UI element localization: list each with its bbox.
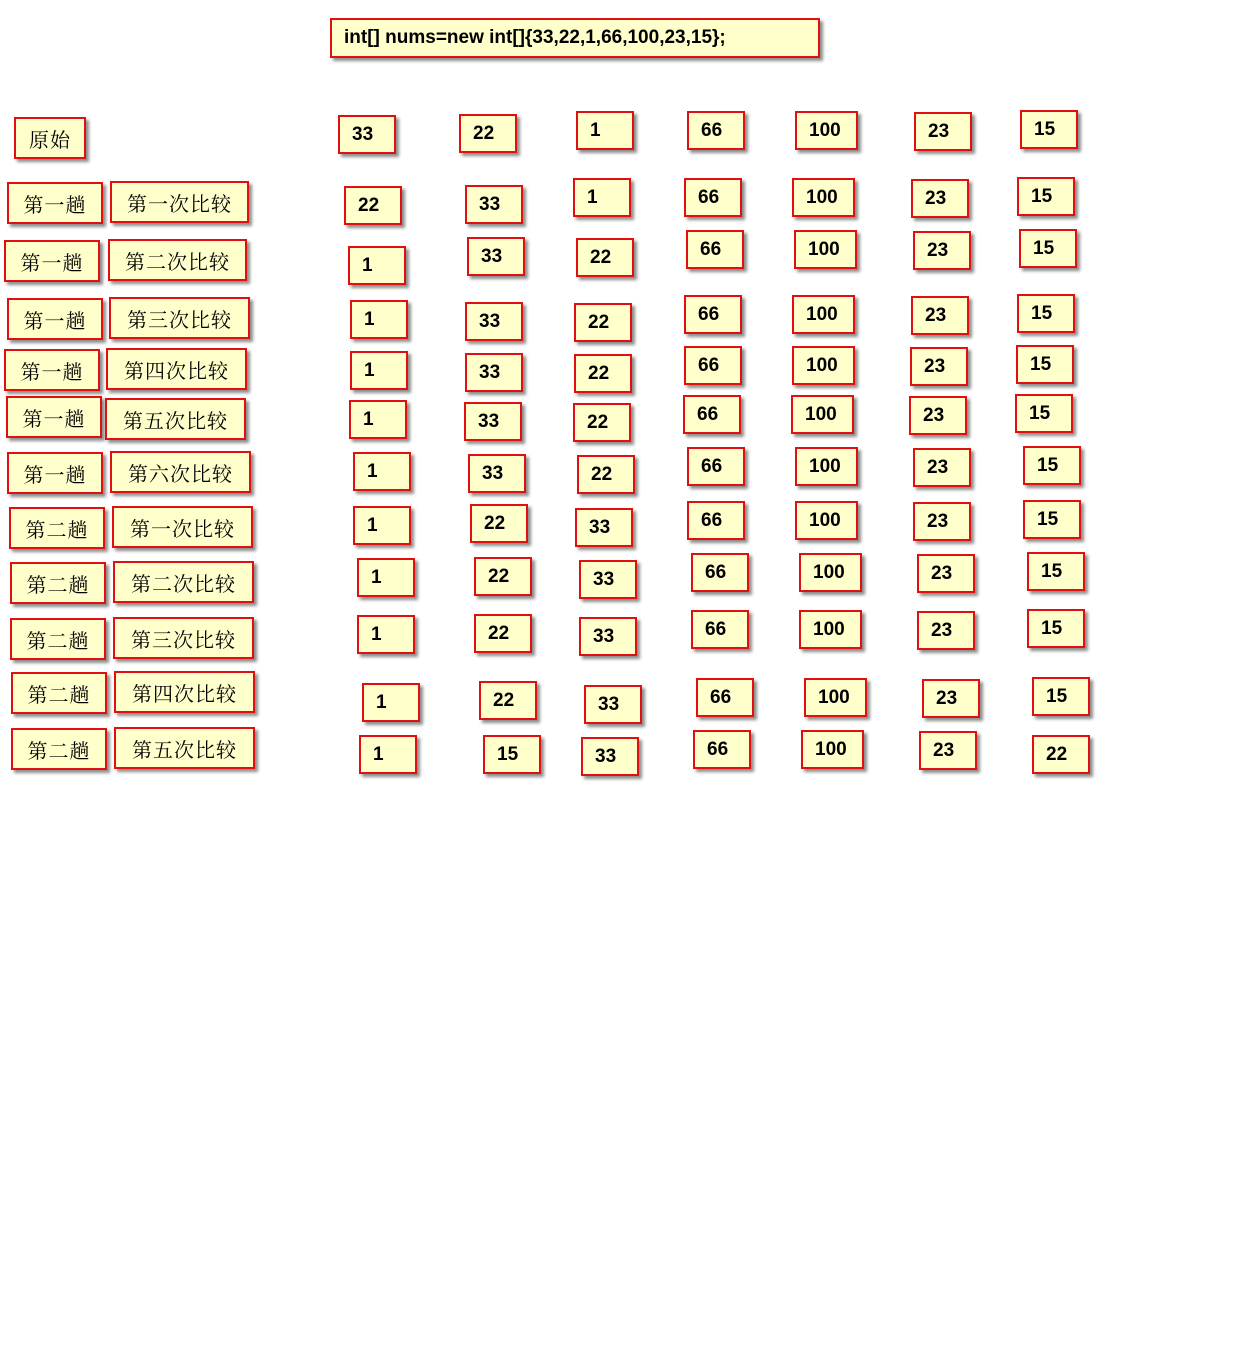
- original-value-2: 1: [576, 111, 634, 150]
- array-value-cell: 23: [913, 502, 971, 541]
- array-value-cell: 15: [1032, 677, 1090, 716]
- array-value-cell: 33: [465, 185, 523, 224]
- array-value-cell: 22: [577, 455, 635, 494]
- array-value-cell: 1: [348, 246, 406, 285]
- array-value-cell: 100: [795, 501, 858, 540]
- comparison-label: 第三次比较: [113, 617, 254, 659]
- array-value-cell: 33: [584, 685, 642, 724]
- array-value-cell: 100: [794, 230, 857, 269]
- array-value-cell: 33: [579, 617, 637, 656]
- array-value-cell: 66: [691, 553, 749, 592]
- array-value-cell: 33: [581, 737, 639, 776]
- comparison-label: 第一次比较: [112, 506, 253, 548]
- pass-label: 第二趟: [10, 562, 106, 604]
- array-value-cell: 100: [801, 730, 864, 769]
- array-value-cell: 100: [792, 178, 855, 217]
- array-value-cell: 100: [791, 395, 854, 434]
- array-value-cell: 33: [465, 353, 523, 392]
- array-value-cell: 66: [684, 178, 742, 217]
- array-value-cell: 22: [574, 354, 632, 393]
- array-value-cell: 66: [691, 610, 749, 649]
- pass-label: 第一趟: [4, 240, 100, 282]
- comparison-label: 第四次比较: [106, 348, 247, 390]
- array-value-cell: 33: [575, 508, 633, 547]
- array-value-cell: 23: [913, 448, 971, 487]
- array-value-cell: 33: [468, 454, 526, 493]
- pass-label: 第一趟: [7, 298, 103, 340]
- array-value-cell: 22: [479, 681, 537, 720]
- comparison-label: 第五次比较: [105, 398, 246, 440]
- array-value-cell: 22: [574, 303, 632, 342]
- array-value-cell: 1: [359, 735, 417, 774]
- comparison-label: 第三次比较: [109, 297, 250, 339]
- array-value-cell: 23: [909, 396, 967, 435]
- pass-label: 第二趟: [11, 672, 107, 714]
- array-value-cell: 33: [465, 302, 523, 341]
- pass-label: 第二趟: [11, 728, 107, 770]
- array-value-cell: 100: [792, 295, 855, 334]
- array-value-cell: 100: [804, 678, 867, 717]
- array-value-cell: 33: [579, 560, 637, 599]
- comparison-label: 第五次比较: [114, 727, 255, 769]
- array-value-cell: 15: [483, 735, 541, 774]
- array-value-cell: 15: [1019, 229, 1077, 268]
- pass-label: 第二趟: [9, 507, 105, 549]
- array-value-cell: 15: [1023, 500, 1081, 539]
- array-value-cell: 1: [573, 178, 631, 217]
- array-value-cell: 66: [683, 395, 741, 434]
- comparison-label: 第六次比较: [110, 451, 251, 493]
- array-value-cell: 1: [350, 351, 408, 390]
- array-value-cell: 100: [799, 610, 862, 649]
- comparison-label: 第二次比较: [108, 239, 247, 281]
- array-value-cell: 15: [1027, 609, 1085, 648]
- array-value-cell: 1: [357, 558, 415, 597]
- original-value-3: 66: [687, 111, 745, 150]
- array-value-cell: 22: [576, 238, 634, 277]
- array-value-cell: 22: [474, 557, 532, 596]
- array-value-cell: 22: [1032, 735, 1090, 774]
- array-value-cell: 1: [353, 452, 411, 491]
- array-value-cell: 22: [573, 403, 631, 442]
- array-value-cell: 33: [464, 402, 522, 441]
- array-value-cell: 1: [350, 300, 408, 339]
- array-value-cell: 66: [684, 346, 742, 385]
- comparison-label: 第一次比较: [110, 181, 249, 223]
- pass-label: 第一趟: [7, 182, 103, 224]
- original-label: 原始: [14, 117, 86, 159]
- array-value-cell: 23: [910, 347, 968, 386]
- array-value-cell: 15: [1027, 552, 1085, 591]
- array-value-cell: 15: [1015, 394, 1073, 433]
- array-value-cell: 22: [344, 186, 402, 225]
- array-value-cell: 66: [693, 730, 751, 769]
- array-value-cell: 23: [917, 611, 975, 650]
- array-value-cell: 66: [686, 230, 744, 269]
- array-value-cell: 1: [353, 506, 411, 545]
- array-value-cell: 23: [911, 179, 969, 218]
- array-value-cell: 15: [1017, 177, 1075, 216]
- array-value-cell: 23: [919, 731, 977, 770]
- array-value-cell: 15: [1023, 446, 1081, 485]
- array-value-cell: 66: [687, 501, 745, 540]
- array-value-cell: 66: [687, 447, 745, 486]
- array-value-cell: 22: [470, 504, 528, 543]
- array-value-cell: 100: [792, 346, 855, 385]
- code-declaration: int[] nums=new int[]{33,22,1,66,100,23,15};: [330, 18, 820, 58]
- array-value-cell: 1: [357, 615, 415, 654]
- original-value-1: 22: [459, 114, 517, 153]
- original-value-6: 15: [1020, 110, 1078, 149]
- array-value-cell: 100: [795, 447, 858, 486]
- array-value-cell: 66: [696, 678, 754, 717]
- pass-label: 第二趟: [10, 618, 106, 660]
- comparison-label: 第四次比较: [114, 671, 255, 713]
- array-value-cell: 1: [362, 683, 420, 722]
- array-value-cell: 23: [911, 296, 969, 335]
- pass-label: 第一趟: [7, 452, 103, 494]
- original-value-5: 23: [914, 112, 972, 151]
- array-value-cell: 15: [1016, 345, 1074, 384]
- comparison-label: 第二次比较: [113, 561, 254, 603]
- original-value-4: 100: [795, 111, 858, 150]
- array-value-cell: 15: [1017, 294, 1075, 333]
- array-value-cell: 100: [799, 553, 862, 592]
- array-value-cell: 23: [922, 679, 980, 718]
- array-value-cell: 66: [684, 295, 742, 334]
- pass-label: 第一趟: [6, 396, 102, 438]
- array-value-cell: 22: [474, 614, 532, 653]
- array-value-cell: 1: [349, 400, 407, 439]
- array-value-cell: 33: [467, 237, 525, 276]
- pass-label: 第一趟: [4, 349, 100, 391]
- array-value-cell: 23: [913, 231, 971, 270]
- original-value-0: 33: [338, 115, 396, 154]
- array-value-cell: 23: [917, 554, 975, 593]
